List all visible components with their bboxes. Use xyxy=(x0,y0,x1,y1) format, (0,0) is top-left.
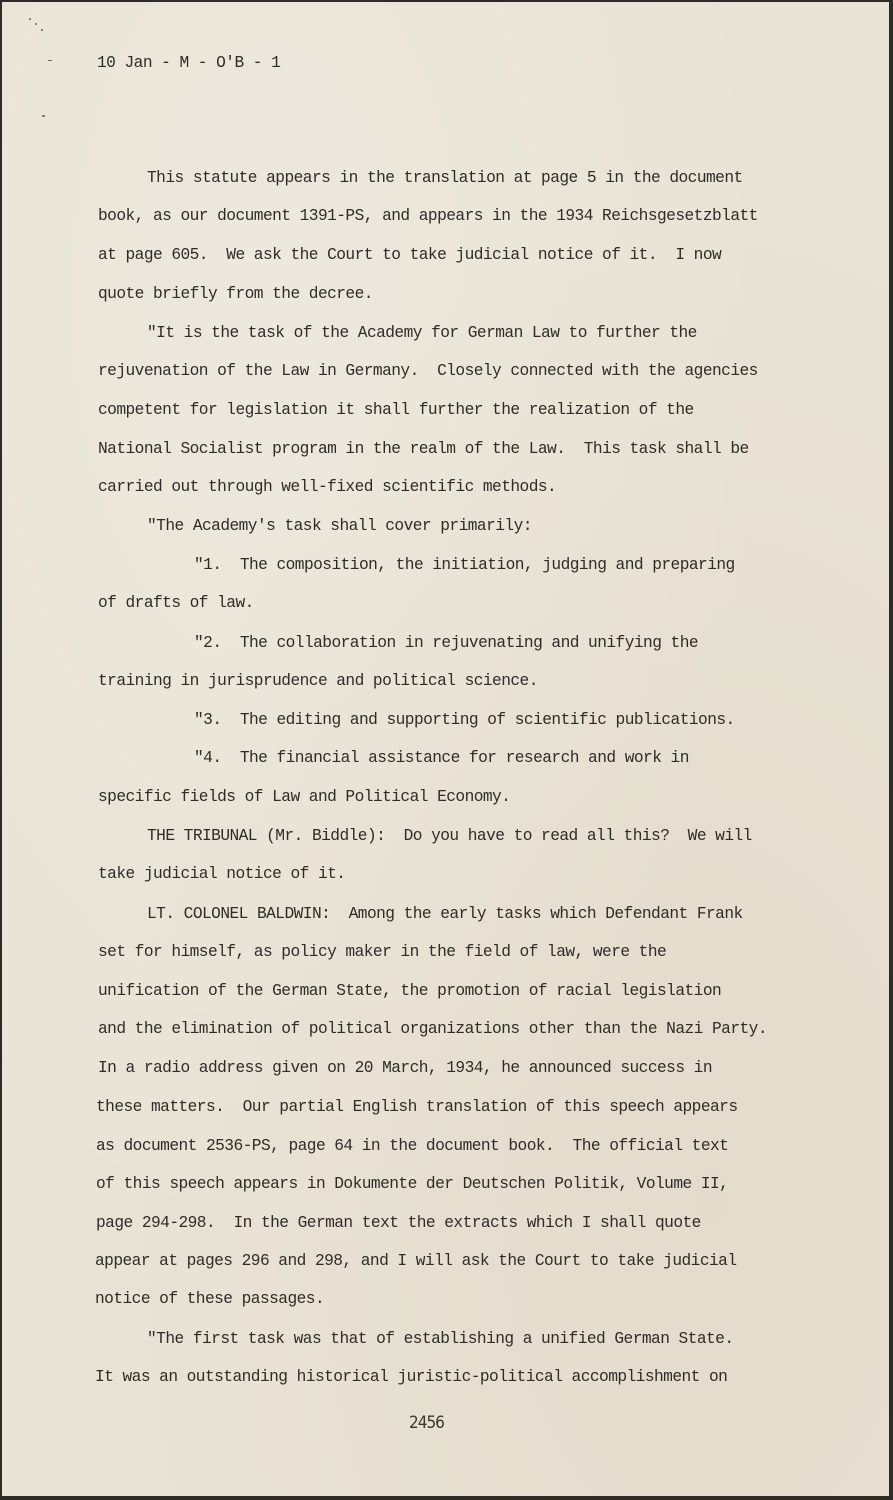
text-line: This statute appears in the translation at page 5 in the document xyxy=(147,169,743,187)
text-line: competent for legislation it shall further the realization of the xyxy=(98,401,694,419)
text-line: "It is the task of the Academy for German Law to further the xyxy=(147,324,697,342)
text-line: of drafts of law. xyxy=(98,594,254,612)
text-line: THE TRIBUNAL (Mr. Biddle): Do you have to read all this? We will xyxy=(147,827,752,845)
text-line: LT. COLONEL BALDWIN: Among the early tasks which Defendant Frank xyxy=(147,905,743,923)
text-line: specific fields of Law and Political Economy. xyxy=(98,788,511,806)
text-line: and the elimination of political organizations other than the Nazi Party. xyxy=(98,1020,767,1038)
paper-speck xyxy=(29,18,31,20)
text-line: quote briefly from the decree. xyxy=(98,285,373,303)
paper-speck xyxy=(35,23,37,25)
text-line: at page 605. We ask the Court to take judicial notice of it. I now xyxy=(98,246,722,264)
text-line: "4. The financial assistance for research and work in xyxy=(194,749,689,767)
text-line: In a radio address given on 20 March, 1934, he announced success in xyxy=(98,1059,712,1077)
text-line: set for himself, as policy maker in the field of law, were the xyxy=(98,943,667,961)
text-line: "2. The collaboration in rejuvenating and unifying the xyxy=(194,634,699,652)
text-line: notice of these passages. xyxy=(95,1290,325,1308)
page-number: 2456 xyxy=(409,1413,444,1433)
text-line: take judicial notice of it. xyxy=(98,865,346,883)
document-page xyxy=(2,2,889,1496)
text-line: unification of the German State, the promotion of racial legislation xyxy=(98,982,722,1000)
text-line: these matters. Our partial English translation of this speech appears xyxy=(96,1098,738,1116)
text-line: "1. The composition, the initiation, judging and preparing xyxy=(194,556,735,574)
text-line: page 294-298. In the German text the extracts which I shall quote xyxy=(96,1214,701,1232)
paper-speck xyxy=(41,29,43,31)
text-line: of this speech appears in Dokumente der Deutschen Politik, Volume II, xyxy=(96,1175,729,1193)
document-header-reference: 10 Jan - M - O'B - 1 xyxy=(97,54,281,72)
paper-speck xyxy=(42,115,45,117)
text-line: It was an outstanding historical juristic-political accomplishment on xyxy=(95,1368,728,1386)
text-line: carried out through well-fixed scientific methods. xyxy=(98,478,557,496)
paper-speck xyxy=(48,60,52,61)
text-line: rejuvenation of the Law in Germany. Closely connected with the agencies xyxy=(98,362,758,380)
text-line: book, as our document 1391-PS, and appears in the 1934 Reichsgesetzblatt xyxy=(98,207,758,225)
text-line: "3. The editing and supporting of scientific publications. xyxy=(194,711,735,729)
text-line: "The Academy's task shall cover primarily: xyxy=(147,517,532,535)
text-line: appear at pages 296 and 298, and I will ask the Court to take judicial xyxy=(95,1252,737,1270)
text-line: National Socialist program in the realm of the Law. This task shall be xyxy=(98,440,749,458)
text-line: as document 2536-PS, page 64 in the document book. The official text xyxy=(96,1137,729,1155)
text-line: training in jurisprudence and political science. xyxy=(98,672,538,690)
text-line: "The first task was that of establishing a unified German State. xyxy=(147,1330,734,1348)
